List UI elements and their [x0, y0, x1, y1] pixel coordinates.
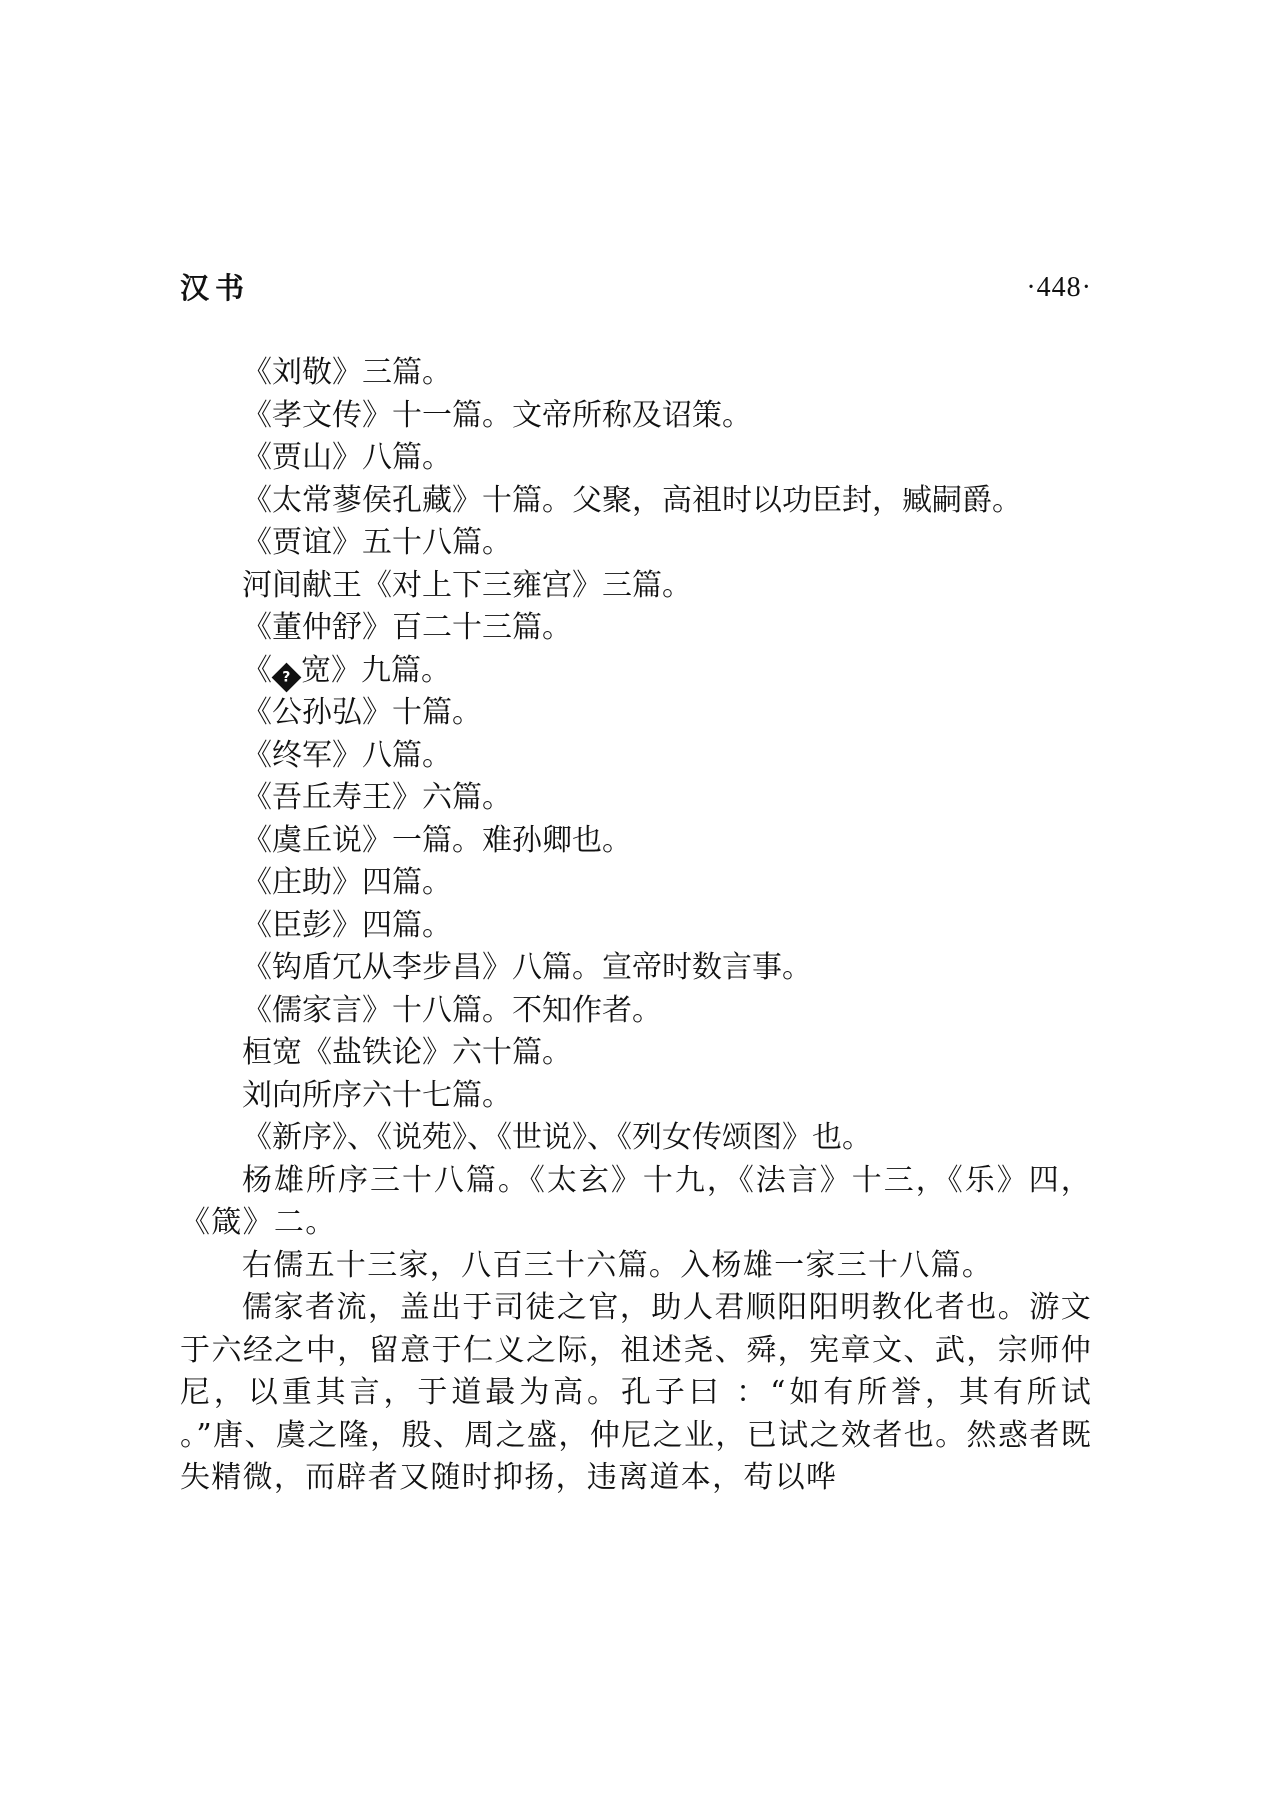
- missing-glyph-icon: [272, 662, 302, 692]
- bibliography-entry: 《刘敬》三篇。: [242, 355, 452, 390]
- bibliography-entry: 《儒家言》十八篇。不知作者。: [242, 992, 662, 1028]
- bibliography-entry: 桓宽《盐铁论》六十篇。: [242, 1035, 572, 1070]
- body-paragraph: 杨雄所序三十八篇。《太玄》十九，《法言》十三，《乐》四，《箴》二。: [180, 1162, 1092, 1240]
- body-text: [180, 352, 1092, 1500]
- bibliography-entry: 《吾丘寿王》六篇。: [242, 780, 512, 815]
- bibliography-entry: 《臣彭》四篇。: [242, 907, 452, 943]
- bibliography-entry: 《孝文传》十一篇。文帝所称及诏策。: [242, 397, 752, 433]
- bibliography-entry: [180, 650, 1092, 693]
- bibliography-entry: 《公孙弘》十篇。: [242, 695, 482, 730]
- bibliography-entry: 刘向所序六十七篇。: [242, 1077, 512, 1113]
- bibliography-entry: 《新序》、《说苑》、《世说》、《列女传颂图》也。: [242, 1120, 872, 1155]
- bibliography-entry: 《虞丘说》一篇。难孙卿也。: [242, 822, 632, 858]
- book-title: 汉书: [180, 271, 251, 305]
- bibliography-entry: 《庄助》四篇。: [242, 865, 452, 900]
- bibliography-entry: 《钩盾冗从李步昌》八篇。宣帝时数言事。: [242, 950, 812, 985]
- bibliography-entry: 河间献王《对上下三雍宫》三篇。: [242, 567, 692, 603]
- body-paragraph: 右儒五十三家，八百三十六篇。入杨雄一家三十八篇。: [242, 1247, 994, 1283]
- bibliography-entry: 《贾谊》五十八篇。: [242, 525, 512, 560]
- missing-glyph-mark: ?: [282, 668, 291, 686]
- body-paragraph: 儒家者流，盖出于司徒之官，助人君顺阳阳明教化者也。游文于六经之中，留意于仁义之际，祖述尧、舜，宪章文、武，宗师仲尼，以重其言，于道最为高。孔子曰 ：“如有所誉，其有所试 。”唐、虞之隆，殷、周之盛，仲尼之业，已试之效者也。然惑者既失精微，而辟者又随时抑扬，违离道本，苟以哗: [180, 1290, 1092, 1495]
- bibliography-entry: 《董仲舒》百二十三篇。: [242, 610, 572, 645]
- entry-text-before: 《: [242, 652, 272, 688]
- entry-text-after: 宽》九篇。: [301, 652, 451, 688]
- bibliography-entry: 《太常蓼侯孔藏》十篇。父聚，高祖时以功臣封，臧嗣爵。: [242, 482, 1022, 518]
- page-number: ·448·: [1026, 272, 1092, 303]
- bibliography-entry: 《终军》八篇。: [242, 737, 452, 773]
- bibliography-entry: 《贾山》八篇。: [242, 440, 452, 475]
- running-head: [180, 268, 1092, 308]
